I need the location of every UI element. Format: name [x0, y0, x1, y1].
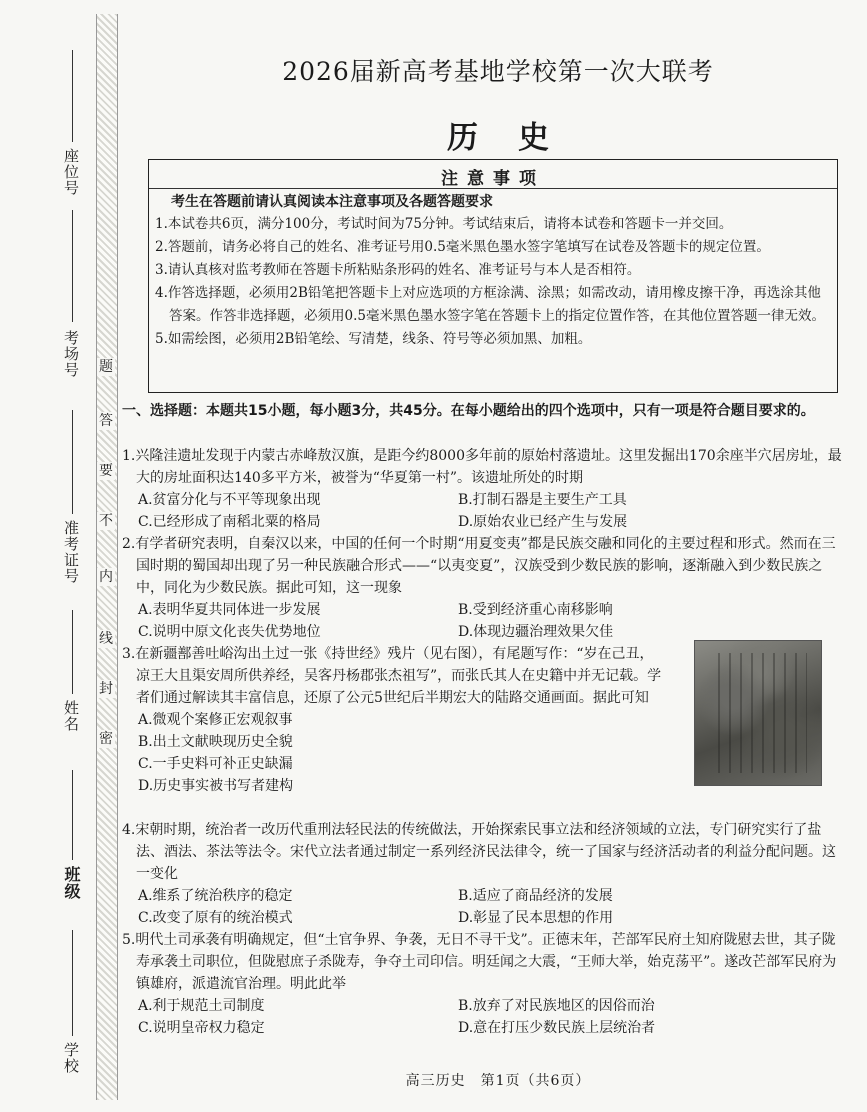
seal-char: 线 — [99, 631, 113, 647]
notice-list — [155, 213, 831, 351]
exam-room-label: 考场号 — [62, 330, 80, 378]
question-stem: 1.兴隆洼遗址发现于内蒙古赤峰敖汉旗，是距今约8000多年前的原始村落遗址。这里发掘出170余座半穴居房址，最大的房址面积达140多平方米，被誉为“华夏第一村”。该遗址所处的时期 — [122, 448, 842, 486]
seat-number-field[interactable] — [72, 50, 73, 142]
ticket-number-field[interactable] — [72, 410, 73, 514]
notice-item: 2.答题前，请务必将自己的姓名、准考证号用0.5毫米黑色墨水签字笔填写在试卷及答题卡的规定位置。 — [155, 239, 770, 255]
option-d[interactable]: D.体现边疆治理效果欠佳 — [458, 624, 614, 640]
option-a[interactable]: A.贫富分化与不平等现象出现 — [138, 492, 321, 508]
exam-room-field[interactable] — [72, 210, 73, 322]
option-b[interactable]: B.适应了商品经济的发展 — [458, 888, 613, 904]
notice-subtitle: 考生在答题前请认真阅读本注意事项及各题答题要求 — [171, 194, 493, 210]
option-a[interactable]: A.微观个案修正宏观叙事 — [138, 712, 293, 728]
option-a[interactable]: A.表明华夏共同体进一步发展 — [138, 602, 321, 618]
option-c[interactable]: C.说明中原文化丧失优势地位 — [138, 624, 321, 640]
notice-item: 5.如需绘图，必须用2B铅笔绘、写清楚，线条、符号等必须加黑、加粗。 — [155, 331, 592, 347]
option-c[interactable]: C.说明皇帝权力稳定 — [138, 1020, 265, 1036]
question-stem: 3.在新疆鄯善吐峪沟出土过一张《持世经》残片（见右图），有尾题写作：“岁在己丑，凉王大且渠安周所供养经，吴客丹杨郡张杰祖写”，而张氏其人在史籍中并无记载。学者们通过解读其丰富信息，还原了公元5世纪后半期宏大的陆路交通画面。据此可知 — [122, 646, 662, 706]
option-b[interactable]: B.受到经济重心南移影响 — [458, 602, 613, 618]
seat-number-label: 座位号 — [62, 148, 80, 196]
class-field[interactable] — [72, 770, 73, 860]
notice-divider — [149, 188, 837, 189]
option-d[interactable]: D.原始农业已经产生与发展 — [458, 514, 628, 530]
seal-char: 不 — [99, 513, 113, 529]
option-b[interactable]: B.打制石器是主要生产工具 — [458, 492, 627, 508]
manuscript-script-texture — [709, 653, 807, 773]
option-a[interactable]: A.利于规范土司制度 — [138, 998, 265, 1014]
seal-char: 要 — [99, 463, 113, 479]
option-d[interactable]: D.历史事实被书写者建构 — [138, 778, 294, 794]
question-1 — [122, 445, 842, 533]
question-5 — [122, 929, 842, 1039]
seal-line-strip — [96, 14, 118, 1100]
option-b[interactable]: B.放弃了对民族地区的因俗而治 — [458, 998, 655, 1014]
question-stem: 2.有学者研究表明，自秦汉以来，中国的任何一个时期“用夏变夷”都是民族交融和同化的主要过程和形式。然而在三国时期的蜀国却出现了另一种民族融合形式——“以夷变夏”，汉族受到少数民族的影响，逐渐融入到少数民族之中，同化为少数民族。据此可知，这一现象 — [122, 536, 836, 596]
notice-title: 注意事项 — [441, 169, 545, 189]
option-d[interactable]: D.彰显了民本思想的作用 — [458, 910, 614, 926]
class-label: 班级 — [62, 866, 81, 900]
question-stem: 5.明代土司承袭有明确规定，但“土官争界、争袭，无日不寻干戈”。正德末年，芒部军民府土知府陇慰去世，其子陇寿承袭土司职位，但陇慰庶子杀陇寿，争夺土司印信。明廷闻之大震，“王师大举，始克荡平”。遂改芒部军民府为镇雄府，派遣流官治理。明此此举 — [122, 932, 837, 992]
seal-char: 内 — [99, 569, 113, 585]
subject-title: 历史 — [447, 120, 589, 156]
seal-char: 题 — [99, 359, 113, 375]
option-c[interactable]: C.已经形成了南稻北粟的格局 — [138, 514, 321, 530]
notice-item: 4.作答选择题，必须用2B铅笔把答题卡上对应选项的方框涂满、涂黑；如需改动，请用橡皮擦干净，再选涂其他答案。作答非选择题，必须用0.5毫米黑色墨水签字笔在答题卡上的指定位置作答，在其他位置答题一律无效。 — [155, 285, 825, 324]
notice-item: 3.请认真核对监考教师在答题卡所粘贴条形码的姓名、准考证号与本人是否相符。 — [155, 262, 641, 278]
binding-strip — [0, 0, 120, 1112]
option-b[interactable]: B.出土文献映现历史全貌 — [138, 734, 293, 750]
section-heading: 一、选择题：本题共15小题，每小题3分，共45分。在每小题给出的四个选项中，只有一项是符合题目要求的。 — [122, 403, 815, 419]
question-2 — [122, 533, 842, 643]
option-c[interactable]: C.一手史料可补正史缺漏 — [138, 756, 293, 772]
seal-char: 封 — [99, 681, 113, 697]
notice-box — [148, 159, 838, 393]
seal-char: 密 — [99, 731, 113, 747]
ticket-number-label: 准考证号 — [62, 520, 80, 584]
seal-char: 答 — [99, 413, 113, 429]
question-stem: 4.宋朝时期，统治者一改历代重刑法轻民法的传统做法，开始探索民事立法和经济领域的立法，专门研究实行了盐法、酒法、茶法等法令。宋代立法者通过制定一系列经济民法律令，统一了国家与经济活动者的利益分配问题。这一变化 — [122, 822, 836, 882]
question-4 — [122, 819, 842, 929]
exam-title: 2026届新高考基地学校第一次大联考 — [282, 57, 714, 86]
option-a[interactable]: A.维系了统治秩序的稳定 — [138, 888, 293, 904]
manuscript-fragment-image — [694, 640, 822, 786]
student-name-field[interactable] — [72, 610, 73, 694]
page-footer: 高三历史 第1页（共6页） — [405, 1073, 591, 1089]
school-field[interactable] — [72, 930, 73, 1036]
option-d[interactable]: D.意在打压少数民族上层统治者 — [458, 1020, 656, 1036]
notice-item: 1.本试卷共6页，满分100分，考试时间为75分钟。考试结束后，请将本试卷和答题卡一并交回。 — [155, 216, 733, 232]
option-c[interactable]: C.改变了原有的统治模式 — [138, 910, 293, 926]
student-name-label: 姓名 — [62, 700, 80, 732]
school-label: 学校 — [62, 1042, 80, 1074]
